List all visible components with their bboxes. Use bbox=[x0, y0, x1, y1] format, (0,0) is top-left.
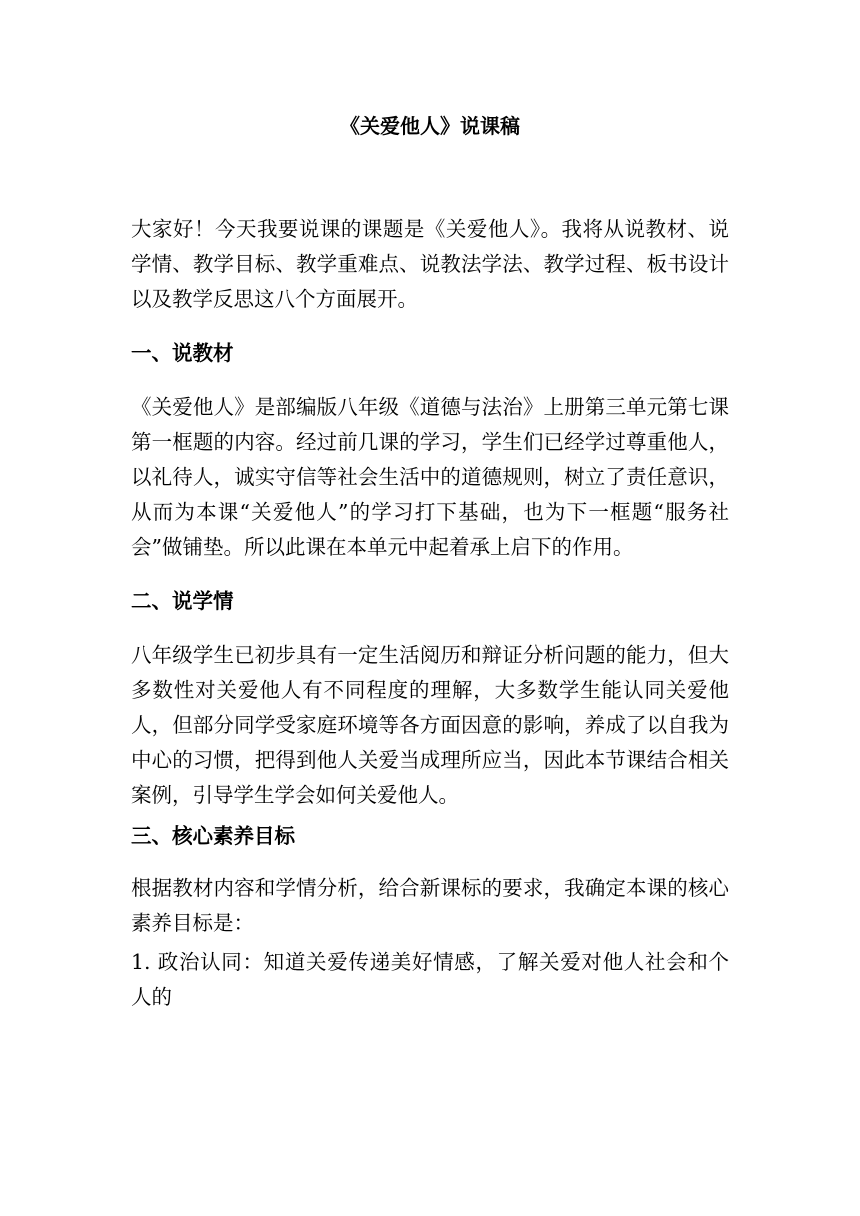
section-heading-objectives: 三、核心素养目标 bbox=[131, 824, 295, 848]
section-heading-student-analysis: 二、说学情 bbox=[131, 589, 234, 613]
intro-paragraph: 大家好！今天我要说课的课题是《关爱他人》。我将从说教材、说学情、教学目标、教学重难点、说教法学法、教学过程、板书设计以及教学反思这八个方面展开。 bbox=[131, 217, 729, 311]
section-text-textbook: 《关爱他人》是部编版八年级《道德与法治》上册第三单元第七课第一框题的内容。经过前几课的学习，学生们已经学过尊重他人，以礼待人，诚实守信等社会生活中的道德规则，树立了责任意识，从而为本课“关爱他人”的学习打下基础，也为下一框题“服务社会”做铺垫。所以此课在本单元中起着承上启下的作用。 bbox=[131, 395, 729, 559]
page-title: 《关爱他人》说课稿 bbox=[340, 114, 520, 138]
section-text-student-analysis: 八年级学生已初步具有一定生活阅历和辩证分析问题的能力，但大多数性对关爱他人有不同程度的理解，大多数学生能认同关爱他人，但部分同学受家庭环境等各方面因意的影响，养成了以自我为中心的习惯，把得到他人关爱当成理所应当，因此本节课结合相关案例，引导学生学会如何关爱他人。 bbox=[131, 643, 729, 807]
section-text-objectives: 根据教材内容和学情分析，给合新课标的要求，我确定本课的核心素养目标是： bbox=[131, 876, 729, 935]
document-body bbox=[131, 212, 729, 1015]
section-heading-textbook: 一、说教材 bbox=[131, 341, 234, 365]
objective-item-1: 1. 政治认同：知道关爱传递美好情感，了解关爱对他人社会和个人的 bbox=[131, 950, 729, 1009]
